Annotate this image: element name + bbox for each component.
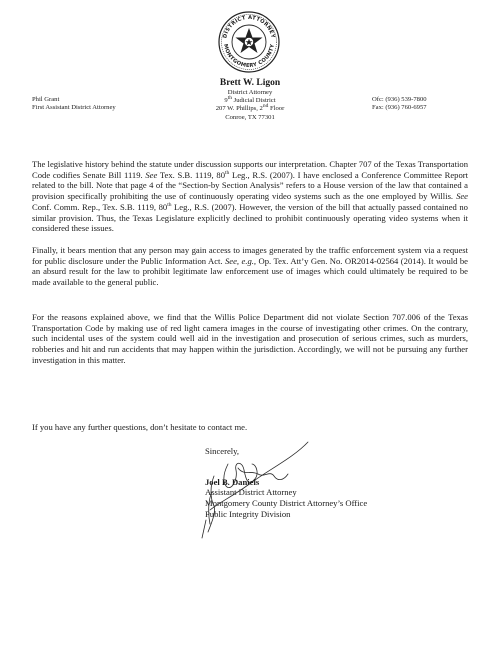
office-phone: Ofc: (936) 539-7800 bbox=[372, 96, 427, 103]
signer-name: Joel B. Daniels bbox=[205, 476, 260, 487]
paragraph-conclusion: For the reasons explained above, we find that the Willis Police Department did not violate Section 707.006 of the Texas Transportation Code by making use of red light camera images in the course of investigating other crimes. On the contrary, such incidental uses of the system could well aid in the investigation and prosecution of serious crimes, such as murders, robberies and hit and run accidents that may happen within the jurisdiction. Accordingly, we will not be pursuing any further investigation in this matter. bbox=[32, 312, 468, 365]
paragraph-contact: If you have any further questions, don’t hesitate to contact me. bbox=[32, 422, 248, 432]
signer-office: Montgomery County District Attorney’s Office bbox=[205, 498, 368, 509]
letterhead-right bbox=[372, 96, 427, 112]
address-line-2: Conroe, TX 77301 bbox=[225, 113, 275, 121]
signature-block bbox=[205, 446, 367, 520]
svg-text:DISTRICT ATTORNEY: DISTRICT ATTORNEY bbox=[222, 14, 276, 39]
paragraph-public-access: Finally, it bears mention that any person may gain access to images generated by the traffic enforcement system via a request for public disclosure under the Public Information Act. See, e.g., Op. Tex. Att’y Gen. No. OR2014-02564 (2014). It would be an absurd result for the law to prohibit legitimate law enforcement use of images which could ultimately be required to be made available to the general public. bbox=[32, 245, 468, 288]
svg-text:MONTGOMERY COUNTY: MONTGOMERY COUNTY bbox=[221, 43, 276, 70]
first-assistant-name: Phil Grant bbox=[32, 96, 60, 103]
address-line-1: 207 W. Phillips, 2nd Floor bbox=[215, 103, 285, 113]
letterhead-left bbox=[32, 96, 116, 112]
fax-number: Fax: (936) 760-6957 bbox=[372, 104, 427, 112]
da-title: District Attorney bbox=[227, 89, 273, 96]
signer-division: Public Integrity Division bbox=[205, 508, 291, 519]
signer-title: Assistant District Attorney bbox=[205, 487, 297, 498]
district: 9th Judicial District bbox=[224, 95, 276, 105]
district-attorney-seal bbox=[218, 11, 280, 73]
salutation: Sincerely, bbox=[205, 446, 240, 456]
first-assistant-title: First Assistant District Attorney bbox=[32, 104, 116, 112]
paragraph-legislative-history: The legislative history behind the statute under discussion supports our interpretation. Chapter 707 of the Texas Transportation Code codifies Senate Bill 1119. See Tex. S.B. 1119, 80th Leg., R.S. (2007). I have enclosed a Conference Committee Report related to the bill. Note that page 4 of the “Section-by Section Analysis” refers to a House version of the law that contained a provision specifically prohibiting the use of continuously operating video systems such as the one employed by Willis. See Conf. Comm. Rep., Tex. S.B. 1119, 80th Leg., R.S. (2007). However, the version of the bill that actually passed contained no similar provision. Thus, the Texas Legislature explicitly declined to prohibit continuously operating video systems when it considered these issues. bbox=[32, 159, 469, 234]
da-name: Brett W. Ligon bbox=[219, 78, 281, 88]
letterhead-center bbox=[150, 78, 350, 122]
